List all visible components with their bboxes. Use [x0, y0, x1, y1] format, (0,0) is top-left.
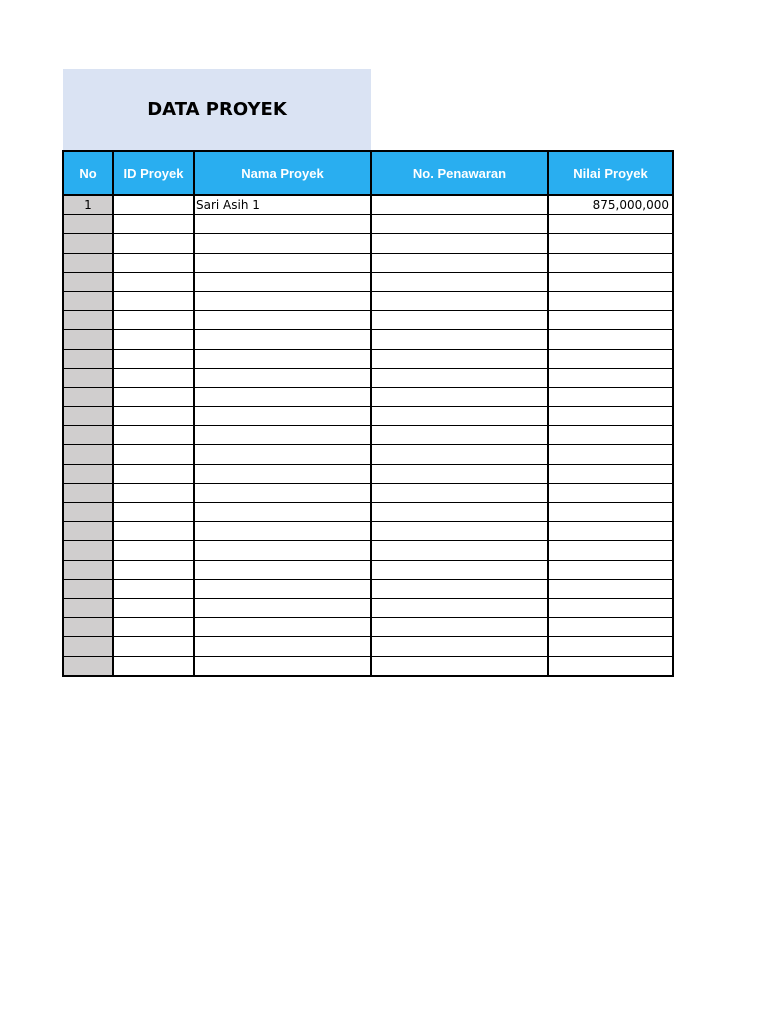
cell-nilai-proyek[interactable]: [548, 215, 673, 234]
cell-id-proyek[interactable]: [113, 311, 194, 330]
cell-id-proyek[interactable]: [113, 618, 194, 637]
cell-id-proyek[interactable]: [113, 253, 194, 272]
cell-nama-proyek[interactable]: [194, 291, 371, 310]
cell-nilai-proyek[interactable]: [548, 387, 673, 406]
table-row: [63, 368, 673, 387]
table-row: [63, 445, 673, 464]
cell-nilai-proyek[interactable]: [548, 426, 673, 445]
cell-no-penawaran[interactable]: [371, 407, 548, 426]
cell-nama-proyek[interactable]: [194, 445, 371, 464]
cell-no[interactable]: [63, 349, 113, 368]
cell-nilai-proyek[interactable]: [548, 368, 673, 387]
cell-no[interactable]: [63, 445, 113, 464]
cell-no-penawaran[interactable]: [371, 560, 548, 579]
cell-nama-proyek[interactable]: [194, 426, 371, 445]
cell-nama-proyek[interactable]: [194, 330, 371, 349]
cell-nilai-proyek[interactable]: [548, 291, 673, 310]
cell-no-penawaran[interactable]: [371, 579, 548, 598]
cell-id-proyek[interactable]: [113, 234, 194, 253]
table-row: [63, 195, 673, 215]
cell-nilai-proyek[interactable]: [548, 522, 673, 541]
cell-no[interactable]: [63, 464, 113, 483]
sheet-title: DATA PROYEK: [147, 99, 287, 120]
cell-nama-proyek[interactable]: [194, 560, 371, 579]
cell-nama-proyek[interactable]: [194, 483, 371, 502]
cell-nilai-proyek[interactable]: [548, 579, 673, 598]
cell-id-proyek[interactable]: [113, 541, 194, 560]
cell-id-proyek[interactable]: [113, 387, 194, 406]
cell-id-proyek[interactable]: [113, 407, 194, 426]
cell-nilai-proyek[interactable]: [548, 349, 673, 368]
cell-id-proyek[interactable]: [113, 445, 194, 464]
table-header: [63, 151, 673, 195]
cell-no[interactable]: [63, 560, 113, 579]
cell-id-proyek[interactable]: [113, 656, 194, 676]
cell-no[interactable]: [63, 503, 113, 522]
cell-id-proyek[interactable]: [113, 522, 194, 541]
cell-nilai-proyek[interactable]: [548, 272, 673, 291]
cell-nilai-proyek[interactable]: [548, 311, 673, 330]
cell-no-penawaran[interactable]: [371, 483, 548, 502]
cell-no[interactable]: [63, 330, 113, 349]
table-row: [63, 560, 673, 579]
cell-no[interactable]: [63, 541, 113, 560]
cell-nilai-proyek[interactable]: [548, 253, 673, 272]
cell-no-penawaran[interactable]: [371, 272, 548, 291]
cell-no[interactable]: 1: [63, 195, 113, 215]
cell-nama-proyek[interactable]: Sari Asih 1: [194, 195, 371, 215]
cell-nilai-proyek[interactable]: [548, 445, 673, 464]
table-row: [63, 253, 673, 272]
cell-no-penawaran[interactable]: [371, 426, 548, 445]
cell-nama-proyek[interactable]: [194, 598, 371, 617]
table-row: [63, 618, 673, 637]
cell-no[interactable]: [63, 215, 113, 234]
cell-no[interactable]: [63, 618, 113, 637]
cell-no-penawaran[interactable]: [371, 503, 548, 522]
cell-id-proyek[interactable]: [113, 503, 194, 522]
cell-nilai-proyek[interactable]: [548, 618, 673, 637]
cell-nilai-proyek[interactable]: [548, 483, 673, 502]
cell-no-penawaran[interactable]: [371, 387, 548, 406]
cell-no-penawaran[interactable]: [371, 656, 548, 676]
table-row: [63, 503, 673, 522]
cell-no-penawaran[interactable]: [371, 618, 548, 637]
cell-id-proyek[interactable]: [113, 560, 194, 579]
table-row: [63, 637, 673, 656]
cell-nama-proyek[interactable]: [194, 618, 371, 637]
table-row: [63, 579, 673, 598]
cell-nama-proyek[interactable]: [194, 368, 371, 387]
cell-nama-proyek[interactable]: [194, 387, 371, 406]
table-row: [63, 464, 673, 483]
cell-nilai-proyek[interactable]: [548, 541, 673, 560]
header-row: [63, 151, 673, 195]
cell-id-proyek[interactable]: [113, 368, 194, 387]
cell-id-proyek[interactable]: [113, 598, 194, 617]
title-block: [63, 69, 371, 150]
table-row: [63, 291, 673, 310]
cell-no-penawaran[interactable]: [371, 330, 548, 349]
table-row: [63, 234, 673, 253]
cell-nama-proyek[interactable]: [194, 637, 371, 656]
table-row: [63, 656, 673, 676]
cell-id-proyek[interactable]: [113, 215, 194, 234]
cell-id-proyek[interactable]: [113, 272, 194, 291]
table-row: [63, 311, 673, 330]
header-nilai-proyek[interactable]: Nilai Proyek: [548, 151, 673, 195]
header-no[interactable]: No: [63, 151, 113, 195]
header-nama-proyek[interactable]: Nama Proyek: [194, 151, 371, 195]
header-id-proyek[interactable]: ID Proyek: [113, 151, 194, 195]
table-row: [63, 598, 673, 617]
cell-no[interactable]: [63, 598, 113, 617]
cell-id-proyek[interactable]: [113, 464, 194, 483]
cell-nama-proyek[interactable]: [194, 272, 371, 291]
cell-no[interactable]: [63, 291, 113, 310]
cell-nama-proyek[interactable]: [194, 464, 371, 483]
project-table: [62, 150, 674, 677]
cell-no-penawaran[interactable]: [371, 522, 548, 541]
cell-nilai-proyek[interactable]: [548, 637, 673, 656]
table-row: [63, 483, 673, 502]
cell-id-proyek[interactable]: [113, 349, 194, 368]
cell-no-penawaran[interactable]: [371, 215, 548, 234]
cell-no-penawaran[interactable]: [371, 234, 548, 253]
cell-id-proyek[interactable]: [113, 195, 194, 215]
cell-nama-proyek[interactable]: [194, 503, 371, 522]
cell-id-proyek[interactable]: [113, 637, 194, 656]
cell-id-proyek[interactable]: [113, 291, 194, 310]
cell-nilai-proyek[interactable]: [548, 503, 673, 522]
cell-no-penawaran[interactable]: [371, 195, 548, 215]
cell-no[interactable]: [63, 579, 113, 598]
cell-id-proyek[interactable]: [113, 483, 194, 502]
cell-nilai-proyek[interactable]: [548, 234, 673, 253]
cell-nilai-proyek[interactable]: [548, 330, 673, 349]
cell-nilai-proyek[interactable]: [548, 560, 673, 579]
cell-no-penawaran[interactable]: [371, 291, 548, 310]
cell-no[interactable]: [63, 387, 113, 406]
cell-no[interactable]: [63, 311, 113, 330]
cell-nilai-proyek[interactable]: [548, 656, 673, 676]
cell-no[interactable]: [63, 522, 113, 541]
cell-nama-proyek[interactable]: [194, 541, 371, 560]
cell-nama-proyek[interactable]: [194, 656, 371, 676]
cell-id-proyek[interactable]: [113, 426, 194, 445]
cell-no-penawaran[interactable]: [371, 349, 548, 368]
cell-nama-proyek[interactable]: [194, 349, 371, 368]
cell-nama-proyek[interactable]: [194, 407, 371, 426]
cell-nilai-proyek[interactable]: [548, 464, 673, 483]
table-row: [63, 349, 673, 368]
table-row: [63, 387, 673, 406]
cell-no-penawaran[interactable]: [371, 637, 548, 656]
cell-id-proyek[interactable]: [113, 330, 194, 349]
cell-no[interactable]: [63, 272, 113, 291]
table-body: [63, 195, 673, 676]
table-row: [63, 272, 673, 291]
cell-no[interactable]: [63, 253, 113, 272]
cell-nama-proyek[interactable]: [194, 311, 371, 330]
cell-no[interactable]: [63, 426, 113, 445]
cell-no[interactable]: [63, 407, 113, 426]
cell-no[interactable]: [63, 368, 113, 387]
table-row: [63, 330, 673, 349]
cell-no-penawaran[interactable]: [371, 598, 548, 617]
cell-id-proyek[interactable]: [113, 579, 194, 598]
table-row: [63, 407, 673, 426]
cell-no-penawaran[interactable]: [371, 368, 548, 387]
table-row: [63, 522, 673, 541]
header-no-penawaran[interactable]: No. Penawaran: [371, 151, 548, 195]
cell-nama-proyek[interactable]: [194, 234, 371, 253]
cell-no-penawaran[interactable]: [371, 253, 548, 272]
cell-no[interactable]: [63, 656, 113, 676]
cell-no[interactable]: [63, 234, 113, 253]
cell-nilai-proyek[interactable]: [548, 598, 673, 617]
cell-nama-proyek[interactable]: [194, 253, 371, 272]
cell-nama-proyek[interactable]: [194, 215, 371, 234]
cell-nilai-proyek[interactable]: [548, 407, 673, 426]
cell-nama-proyek[interactable]: [194, 522, 371, 541]
cell-no[interactable]: [63, 483, 113, 502]
table-row: [63, 541, 673, 560]
table-row: [63, 215, 673, 234]
cell-no-penawaran[interactable]: [371, 445, 548, 464]
cell-no[interactable]: [63, 637, 113, 656]
table-row: [63, 426, 673, 445]
cell-nama-proyek[interactable]: [194, 579, 371, 598]
cell-no-penawaran[interactable]: [371, 541, 548, 560]
cell-nilai-proyek[interactable]: 875,000,000: [548, 195, 673, 215]
cell-no-penawaran[interactable]: [371, 464, 548, 483]
cell-no-penawaran[interactable]: [371, 311, 548, 330]
